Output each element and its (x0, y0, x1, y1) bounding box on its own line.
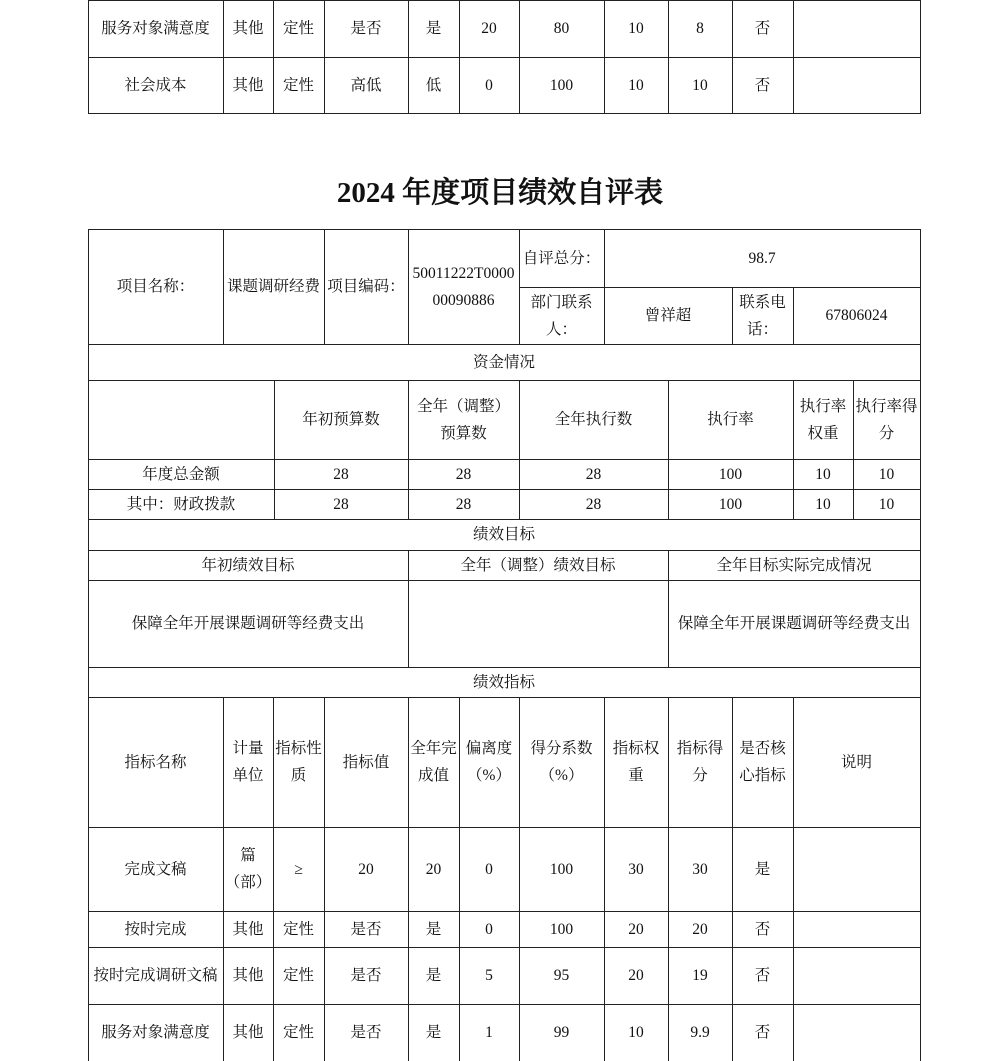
table-cell: 是 (408, 0, 460, 58)
table-cell: 服务对象满意度 (88, 0, 224, 58)
table-cell: 10 (853, 489, 921, 520)
table-cell: 是否 (324, 911, 409, 948)
table-cell: 是 (408, 947, 460, 1005)
column-header: 计量单位 (223, 697, 274, 828)
table-cell: 100 (519, 827, 605, 912)
section-header: 资金情况 (88, 344, 921, 381)
label-cell: 自评总分： (519, 229, 605, 288)
table-cell: 8 (668, 0, 733, 58)
table-cell: 否 (732, 1004, 794, 1061)
table-cell (793, 57, 921, 114)
table-cell: 28 (274, 489, 409, 520)
table-cell: 1 (459, 1004, 520, 1061)
table-cell (793, 1004, 921, 1061)
column-header: 得分系数（%） (519, 697, 605, 828)
table-cell: 10 (604, 57, 669, 114)
label-cell: 部门联系人： (519, 287, 605, 345)
table-cell: 100 (519, 57, 605, 114)
column-header: 偏离度（%） (459, 697, 520, 828)
table-cell: 0 (459, 57, 520, 114)
table-cell: 按时完成 (88, 911, 224, 948)
table-cell: 28 (519, 459, 669, 490)
table-cell: ≥ (273, 827, 325, 912)
table-cell: 定性 (273, 911, 325, 948)
table-cell: 5 (459, 947, 520, 1005)
table-cell: 20 (604, 911, 669, 948)
table-cell: 20 (408, 827, 460, 912)
table-cell: 20 (668, 911, 733, 948)
table-cell: 10 (604, 0, 669, 58)
label-cell: 项目编码： (324, 229, 409, 345)
table-cell: 95 (519, 947, 605, 1005)
table-cell: 20 (459, 0, 520, 58)
table-cell: 是 (408, 1004, 460, 1061)
table-cell: 按时完成调研文稿 (88, 947, 224, 1005)
table-cell: 28 (408, 489, 520, 520)
column-header: 全年（调整）绩效目标 (408, 550, 669, 581)
column-header (88, 380, 275, 460)
column-header: 年初绩效目标 (88, 550, 409, 581)
table-cell: 年度总金额 (88, 459, 275, 490)
table-cell: 是 (732, 827, 794, 912)
table-cell: 80 (519, 0, 605, 58)
table-cell: 10 (604, 1004, 669, 1061)
column-header: 指标名称 (88, 697, 224, 828)
table-cell: 30 (604, 827, 669, 912)
goal-text: 保障全年开展课题调研等经费支出 (88, 580, 409, 668)
table-cell: 0 (459, 911, 520, 948)
table-cell: 其他 (223, 1004, 274, 1061)
label-cell: 项目名称： (88, 229, 224, 345)
column-header: 全年执行数 (519, 380, 669, 460)
column-header: 全年完成值 (408, 697, 460, 828)
table-cell: 是否 (324, 0, 409, 58)
column-header: 执行率得分 (853, 380, 921, 460)
table-cell: 28 (274, 459, 409, 490)
column-header: 执行率权重 (793, 380, 854, 460)
table-cell: 99 (519, 1004, 605, 1061)
column-header: 是否核心指标 (732, 697, 794, 828)
total-score: 98.7 (604, 229, 921, 288)
table-cell: 其他 (223, 947, 274, 1005)
table-cell: 否 (732, 57, 794, 114)
table-cell: 10 (793, 459, 854, 490)
table-cell: 19 (668, 947, 733, 1005)
table-cell: 10 (793, 489, 854, 520)
table-cell (793, 911, 921, 948)
table-cell: 0 (459, 827, 520, 912)
table-cell: 定性 (273, 1004, 325, 1061)
column-header: 执行率 (668, 380, 794, 460)
goal-text: 保障全年开展课题调研等经费支出 (668, 580, 921, 668)
page-title: 2024 年度项目绩效自评表 (336, 177, 664, 209)
project-name: 课题调研经费 (223, 229, 325, 345)
table-cell: 篇（部） (223, 827, 274, 912)
table-cell: 完成文稿 (88, 827, 224, 912)
phone-number: 67806024 (793, 287, 921, 345)
contact-person: 曾祥超 (604, 287, 733, 345)
table-cell (793, 827, 921, 912)
table-cell: 否 (732, 0, 794, 58)
table-cell (793, 947, 921, 1005)
table-cell: 是否 (324, 1004, 409, 1061)
column-header: 指标性质 (273, 697, 325, 828)
table-cell: 20 (324, 827, 409, 912)
table-cell: 是否 (324, 947, 409, 1005)
table-cell: 30 (668, 827, 733, 912)
table-cell: 其他 (223, 911, 274, 948)
table-cell: 定性 (273, 57, 325, 114)
table-cell: 低 (408, 57, 460, 114)
table-cell: 其他 (223, 0, 274, 58)
table-cell: 28 (408, 459, 520, 490)
table-cell: 其他 (223, 57, 274, 114)
table-cell: 10 (853, 459, 921, 490)
table-cell: 社会成本 (88, 57, 224, 114)
section-header: 绩效指标 (88, 667, 921, 698)
label-cell: 联系电话： (732, 287, 794, 345)
column-header: 说明 (793, 697, 921, 828)
column-header: 指标值 (324, 697, 409, 828)
column-header: 全年目标实际完成情况 (668, 550, 921, 581)
table-cell: 定性 (273, 947, 325, 1005)
section-header: 绩效目标 (88, 519, 921, 551)
table-cell: 否 (732, 947, 794, 1005)
table-cell: 100 (519, 911, 605, 948)
table-cell: 高低 (324, 57, 409, 114)
table-cell: 100 (668, 459, 794, 490)
column-header: 指标权重 (604, 697, 669, 828)
table-cell: 服务对象满意度 (88, 1004, 224, 1061)
table-cell: 100 (668, 489, 794, 520)
table-cell: 是 (408, 911, 460, 948)
table-cell: 28 (519, 489, 669, 520)
goal-text (408, 580, 669, 668)
column-header: 指标得分 (668, 697, 733, 828)
table-cell: 定性 (273, 0, 325, 58)
table-cell: 20 (604, 947, 669, 1005)
table-cell: 9.9 (668, 1004, 733, 1061)
table-cell: 其中：财政拨款 (88, 489, 275, 520)
column-header: 全年（调整）预算数 (408, 380, 520, 460)
project-code: 50011222T000000090886 (408, 229, 520, 345)
table-cell: 否 (732, 911, 794, 948)
table-cell (793, 0, 921, 58)
column-header: 年初预算数 (274, 380, 409, 460)
table-cell: 10 (668, 57, 733, 114)
